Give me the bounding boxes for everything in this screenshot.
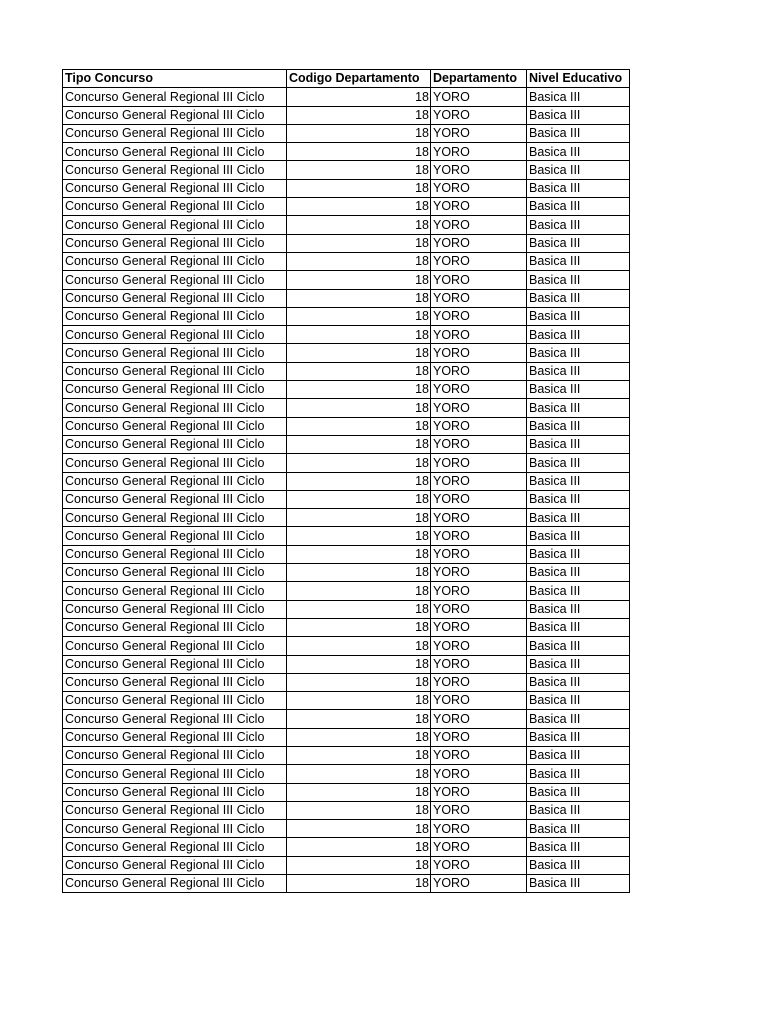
table-row <box>63 655 630 673</box>
table-row <box>63 307 630 325</box>
table-row <box>63 417 630 435</box>
header-tipo-concurso: Tipo Concurso <box>63 70 287 88</box>
cell-nivel-educativo: Basica III <box>527 692 630 710</box>
cell-tipo-concurso: Concurso General Regional III Ciclo <box>63 234 287 252</box>
table-row <box>63 692 630 710</box>
cell-codigo-departamento: 18 <box>287 124 431 142</box>
cell-departamento: YORO <box>431 509 527 527</box>
cell-codigo-departamento: 18 <box>287 618 431 636</box>
cell-departamento: YORO <box>431 307 527 325</box>
cell-departamento: YORO <box>431 765 527 783</box>
cell-departamento: YORO <box>431 820 527 838</box>
table-row <box>63 801 630 819</box>
table-row <box>63 271 630 289</box>
cell-departamento: YORO <box>431 143 527 161</box>
cell-nivel-educativo: Basica III <box>527 179 630 197</box>
cell-codigo-departamento: 18 <box>287 856 431 874</box>
cell-departamento: YORO <box>431 637 527 655</box>
cell-codigo-departamento: 18 <box>287 838 431 856</box>
cell-nivel-educativo: Basica III <box>527 198 630 216</box>
table-row <box>63 198 630 216</box>
cell-departamento: YORO <box>431 289 527 307</box>
cell-tipo-concurso: Concurso General Regional III Ciclo <box>63 179 287 197</box>
cell-nivel-educativo: Basica III <box>527 820 630 838</box>
cell-nivel-educativo: Basica III <box>527 216 630 234</box>
cell-departamento: YORO <box>431 618 527 636</box>
cell-tipo-concurso: Concurso General Regional III Ciclo <box>63 564 287 582</box>
table-row <box>63 838 630 856</box>
cell-codigo-departamento: 18 <box>287 564 431 582</box>
cell-tipo-concurso: Concurso General Regional III Ciclo <box>63 161 287 179</box>
cell-departamento: YORO <box>431 124 527 142</box>
cell-nivel-educativo: Basica III <box>527 490 630 508</box>
cell-nivel-educativo: Basica III <box>527 88 630 106</box>
cell-nivel-educativo: Basica III <box>527 618 630 636</box>
cell-departamento: YORO <box>431 88 527 106</box>
cell-tipo-concurso: Concurso General Regional III Ciclo <box>63 746 287 764</box>
cell-tipo-concurso: Concurso General Regional III Ciclo <box>63 326 287 344</box>
cell-tipo-concurso: Concurso General Regional III Ciclo <box>63 582 287 600</box>
cell-tipo-concurso: Concurso General Regional III Ciclo <box>63 545 287 563</box>
cell-departamento: YORO <box>431 472 527 490</box>
cell-tipo-concurso: Concurso General Regional III Ciclo <box>63 618 287 636</box>
cell-codigo-departamento: 18 <box>287 198 431 216</box>
cell-codigo-departamento: 18 <box>287 875 431 893</box>
cell-codigo-departamento: 18 <box>287 783 431 801</box>
table-row <box>63 820 630 838</box>
cell-codigo-departamento: 18 <box>287 344 431 362</box>
cell-departamento: YORO <box>431 362 527 380</box>
cell-departamento: YORO <box>431 435 527 453</box>
cell-departamento: YORO <box>431 801 527 819</box>
cell-departamento: YORO <box>431 673 527 691</box>
cell-tipo-concurso: Concurso General Regional III Ciclo <box>63 490 287 508</box>
cell-tipo-concurso: Concurso General Regional III Ciclo <box>63 637 287 655</box>
table-row <box>63 527 630 545</box>
cell-tipo-concurso: Concurso General Regional III Ciclo <box>63 655 287 673</box>
cell-nivel-educativo: Basica III <box>527 728 630 746</box>
table-row <box>63 710 630 728</box>
cell-codigo-departamento: 18 <box>287 271 431 289</box>
table-row <box>63 161 630 179</box>
cell-codigo-departamento: 18 <box>287 216 431 234</box>
cell-codigo-departamento: 18 <box>287 673 431 691</box>
cell-tipo-concurso: Concurso General Regional III Ciclo <box>63 106 287 124</box>
table-row <box>63 728 630 746</box>
cell-nivel-educativo: Basica III <box>527 106 630 124</box>
table-row <box>63 143 630 161</box>
cell-tipo-concurso: Concurso General Regional III Ciclo <box>63 765 287 783</box>
cell-tipo-concurso: Concurso General Regional III Ciclo <box>63 399 287 417</box>
table-row <box>63 344 630 362</box>
cell-tipo-concurso: Concurso General Regional III Ciclo <box>63 252 287 270</box>
table-header <box>63 70 630 88</box>
table-row <box>63 179 630 197</box>
cell-departamento: YORO <box>431 655 527 673</box>
table-row <box>63 454 630 472</box>
cell-departamento: YORO <box>431 838 527 856</box>
cell-codigo-departamento: 18 <box>287 637 431 655</box>
cell-codigo-departamento: 18 <box>287 582 431 600</box>
cell-codigo-departamento: 18 <box>287 179 431 197</box>
cell-tipo-concurso: Concurso General Regional III Ciclo <box>63 728 287 746</box>
table-row <box>63 618 630 636</box>
cell-departamento: YORO <box>431 381 527 399</box>
cell-codigo-departamento: 18 <box>287 692 431 710</box>
cell-codigo-departamento: 18 <box>287 509 431 527</box>
cell-codigo-departamento: 18 <box>287 765 431 783</box>
cell-codigo-departamento: 18 <box>287 307 431 325</box>
cell-tipo-concurso: Concurso General Regional III Ciclo <box>63 344 287 362</box>
cell-tipo-concurso: Concurso General Regional III Ciclo <box>63 435 287 453</box>
cell-nivel-educativo: Basica III <box>527 746 630 764</box>
table-row <box>63 783 630 801</box>
cell-codigo-departamento: 18 <box>287 381 431 399</box>
cell-nivel-educativo: Basica III <box>527 875 630 893</box>
table-row <box>63 673 630 691</box>
table-row <box>63 582 630 600</box>
cell-codigo-departamento: 18 <box>287 655 431 673</box>
table-row <box>63 381 630 399</box>
cell-tipo-concurso: Concurso General Regional III Ciclo <box>63 417 287 435</box>
cell-departamento: YORO <box>431 692 527 710</box>
cell-nivel-educativo: Basica III <box>527 344 630 362</box>
cell-tipo-concurso: Concurso General Regional III Ciclo <box>63 673 287 691</box>
cell-codigo-departamento: 18 <box>287 801 431 819</box>
cell-nivel-educativo: Basica III <box>527 509 630 527</box>
cell-departamento: YORO <box>431 179 527 197</box>
cell-departamento: YORO <box>431 271 527 289</box>
cell-tipo-concurso: Concurso General Regional III Ciclo <box>63 381 287 399</box>
header-nivel-educativo: Nivel Educativo <box>527 70 630 88</box>
cell-codigo-departamento: 18 <box>287 143 431 161</box>
cell-departamento: YORO <box>431 564 527 582</box>
cell-departamento: YORO <box>431 582 527 600</box>
cell-nivel-educativo: Basica III <box>527 564 630 582</box>
cell-departamento: YORO <box>431 490 527 508</box>
data-table <box>62 69 630 893</box>
table-row <box>63 435 630 453</box>
cell-departamento: YORO <box>431 417 527 435</box>
cell-tipo-concurso: Concurso General Regional III Ciclo <box>63 143 287 161</box>
cell-nivel-educativo: Basica III <box>527 124 630 142</box>
cell-codigo-departamento: 18 <box>287 417 431 435</box>
cell-nivel-educativo: Basica III <box>527 252 630 270</box>
cell-tipo-concurso: Concurso General Regional III Ciclo <box>63 124 287 142</box>
table-row <box>63 856 630 874</box>
header-codigo-departamento: Codigo Departamento <box>287 70 431 88</box>
cell-nivel-educativo: Basica III <box>527 161 630 179</box>
cell-codigo-departamento: 18 <box>287 728 431 746</box>
table-row <box>63 875 630 893</box>
cell-tipo-concurso: Concurso General Regional III Ciclo <box>63 271 287 289</box>
cell-tipo-concurso: Concurso General Regional III Ciclo <box>63 692 287 710</box>
cell-departamento: YORO <box>431 252 527 270</box>
cell-departamento: YORO <box>431 783 527 801</box>
cell-departamento: YORO <box>431 728 527 746</box>
cell-codigo-departamento: 18 <box>287 399 431 417</box>
cell-departamento: YORO <box>431 326 527 344</box>
cell-codigo-departamento: 18 <box>287 600 431 618</box>
cell-departamento: YORO <box>431 234 527 252</box>
table-row <box>63 600 630 618</box>
cell-nivel-educativo: Basica III <box>527 673 630 691</box>
cell-tipo-concurso: Concurso General Regional III Ciclo <box>63 216 287 234</box>
cell-tipo-concurso: Concurso General Regional III Ciclo <box>63 527 287 545</box>
cell-codigo-departamento: 18 <box>287 435 431 453</box>
table-row <box>63 490 630 508</box>
cell-codigo-departamento: 18 <box>287 234 431 252</box>
cell-codigo-departamento: 18 <box>287 527 431 545</box>
cell-departamento: YORO <box>431 454 527 472</box>
cell-codigo-departamento: 18 <box>287 106 431 124</box>
cell-departamento: YORO <box>431 344 527 362</box>
cell-codigo-departamento: 18 <box>287 362 431 380</box>
cell-tipo-concurso: Concurso General Regional III Ciclo <box>63 454 287 472</box>
table-row <box>63 362 630 380</box>
cell-tipo-concurso: Concurso General Regional III Ciclo <box>63 198 287 216</box>
cell-codigo-departamento: 18 <box>287 289 431 307</box>
cell-nivel-educativo: Basica III <box>527 143 630 161</box>
cell-nivel-educativo: Basica III <box>527 856 630 874</box>
cell-nivel-educativo: Basica III <box>527 472 630 490</box>
table-row <box>63 509 630 527</box>
cell-codigo-departamento: 18 <box>287 88 431 106</box>
cell-tipo-concurso: Concurso General Regional III Ciclo <box>63 710 287 728</box>
cell-tipo-concurso: Concurso General Regional III Ciclo <box>63 820 287 838</box>
table-row <box>63 234 630 252</box>
cell-nivel-educativo: Basica III <box>527 381 630 399</box>
cell-nivel-educativo: Basica III <box>527 435 630 453</box>
cell-codigo-departamento: 18 <box>287 161 431 179</box>
cell-tipo-concurso: Concurso General Regional III Ciclo <box>63 472 287 490</box>
cell-departamento: YORO <box>431 216 527 234</box>
cell-codigo-departamento: 18 <box>287 454 431 472</box>
cell-nivel-educativo: Basica III <box>527 307 630 325</box>
cell-codigo-departamento: 18 <box>287 545 431 563</box>
cell-nivel-educativo: Basica III <box>527 417 630 435</box>
cell-tipo-concurso: Concurso General Regional III Ciclo <box>63 362 287 380</box>
cell-nivel-educativo: Basica III <box>527 655 630 673</box>
cell-codigo-departamento: 18 <box>287 252 431 270</box>
cell-departamento: YORO <box>431 399 527 417</box>
cell-tipo-concurso: Concurso General Regional III Ciclo <box>63 307 287 325</box>
cell-nivel-educativo: Basica III <box>527 545 630 563</box>
cell-nivel-educativo: Basica III <box>527 271 630 289</box>
cell-tipo-concurso: Concurso General Regional III Ciclo <box>63 509 287 527</box>
table-row <box>63 326 630 344</box>
cell-nivel-educativo: Basica III <box>527 710 630 728</box>
cell-tipo-concurso: Concurso General Regional III Ciclo <box>63 88 287 106</box>
cell-tipo-concurso: Concurso General Regional III Ciclo <box>63 783 287 801</box>
cell-codigo-departamento: 18 <box>287 746 431 764</box>
cell-nivel-educativo: Basica III <box>527 399 630 417</box>
cell-nivel-educativo: Basica III <box>527 326 630 344</box>
cell-departamento: YORO <box>431 710 527 728</box>
table-row <box>63 88 630 106</box>
cell-tipo-concurso: Concurso General Regional III Ciclo <box>63 801 287 819</box>
cell-nivel-educativo: Basica III <box>527 582 630 600</box>
cell-codigo-departamento: 18 <box>287 820 431 838</box>
cell-codigo-departamento: 18 <box>287 710 431 728</box>
cell-nivel-educativo: Basica III <box>527 801 630 819</box>
cell-nivel-educativo: Basica III <box>527 765 630 783</box>
cell-nivel-educativo: Basica III <box>527 637 630 655</box>
cell-departamento: YORO <box>431 106 527 124</box>
cell-codigo-departamento: 18 <box>287 326 431 344</box>
table-row <box>63 472 630 490</box>
table-row <box>63 124 630 142</box>
cell-nivel-educativo: Basica III <box>527 289 630 307</box>
table-body <box>63 88 630 893</box>
table-row <box>63 765 630 783</box>
cell-nivel-educativo: Basica III <box>527 362 630 380</box>
cell-tipo-concurso: Concurso General Regional III Ciclo <box>63 289 287 307</box>
cell-tipo-concurso: Concurso General Regional III Ciclo <box>63 856 287 874</box>
header-departamento: Departamento <box>431 70 527 88</box>
cell-nivel-educativo: Basica III <box>527 838 630 856</box>
table-row <box>63 545 630 563</box>
cell-departamento: YORO <box>431 600 527 618</box>
table-row <box>63 252 630 270</box>
cell-nivel-educativo: Basica III <box>527 454 630 472</box>
cell-tipo-concurso: Concurso General Regional III Ciclo <box>63 875 287 893</box>
table-row <box>63 106 630 124</box>
cell-nivel-educativo: Basica III <box>527 600 630 618</box>
cell-departamento: YORO <box>431 545 527 563</box>
table-row <box>63 564 630 582</box>
cell-departamento: YORO <box>431 161 527 179</box>
cell-codigo-departamento: 18 <box>287 490 431 508</box>
cell-departamento: YORO <box>431 198 527 216</box>
table-row <box>63 399 630 417</box>
table-row <box>63 746 630 764</box>
cell-codigo-departamento: 18 <box>287 472 431 490</box>
table-row <box>63 289 630 307</box>
table-row <box>63 637 630 655</box>
header-row <box>63 70 630 88</box>
cell-nivel-educativo: Basica III <box>527 527 630 545</box>
cell-nivel-educativo: Basica III <box>527 783 630 801</box>
cell-departamento: YORO <box>431 746 527 764</box>
cell-departamento: YORO <box>431 875 527 893</box>
cell-departamento: YORO <box>431 527 527 545</box>
cell-tipo-concurso: Concurso General Regional III Ciclo <box>63 838 287 856</box>
table-row <box>63 216 630 234</box>
cell-departamento: YORO <box>431 856 527 874</box>
cell-nivel-educativo: Basica III <box>527 234 630 252</box>
cell-tipo-concurso: Concurso General Regional III Ciclo <box>63 600 287 618</box>
